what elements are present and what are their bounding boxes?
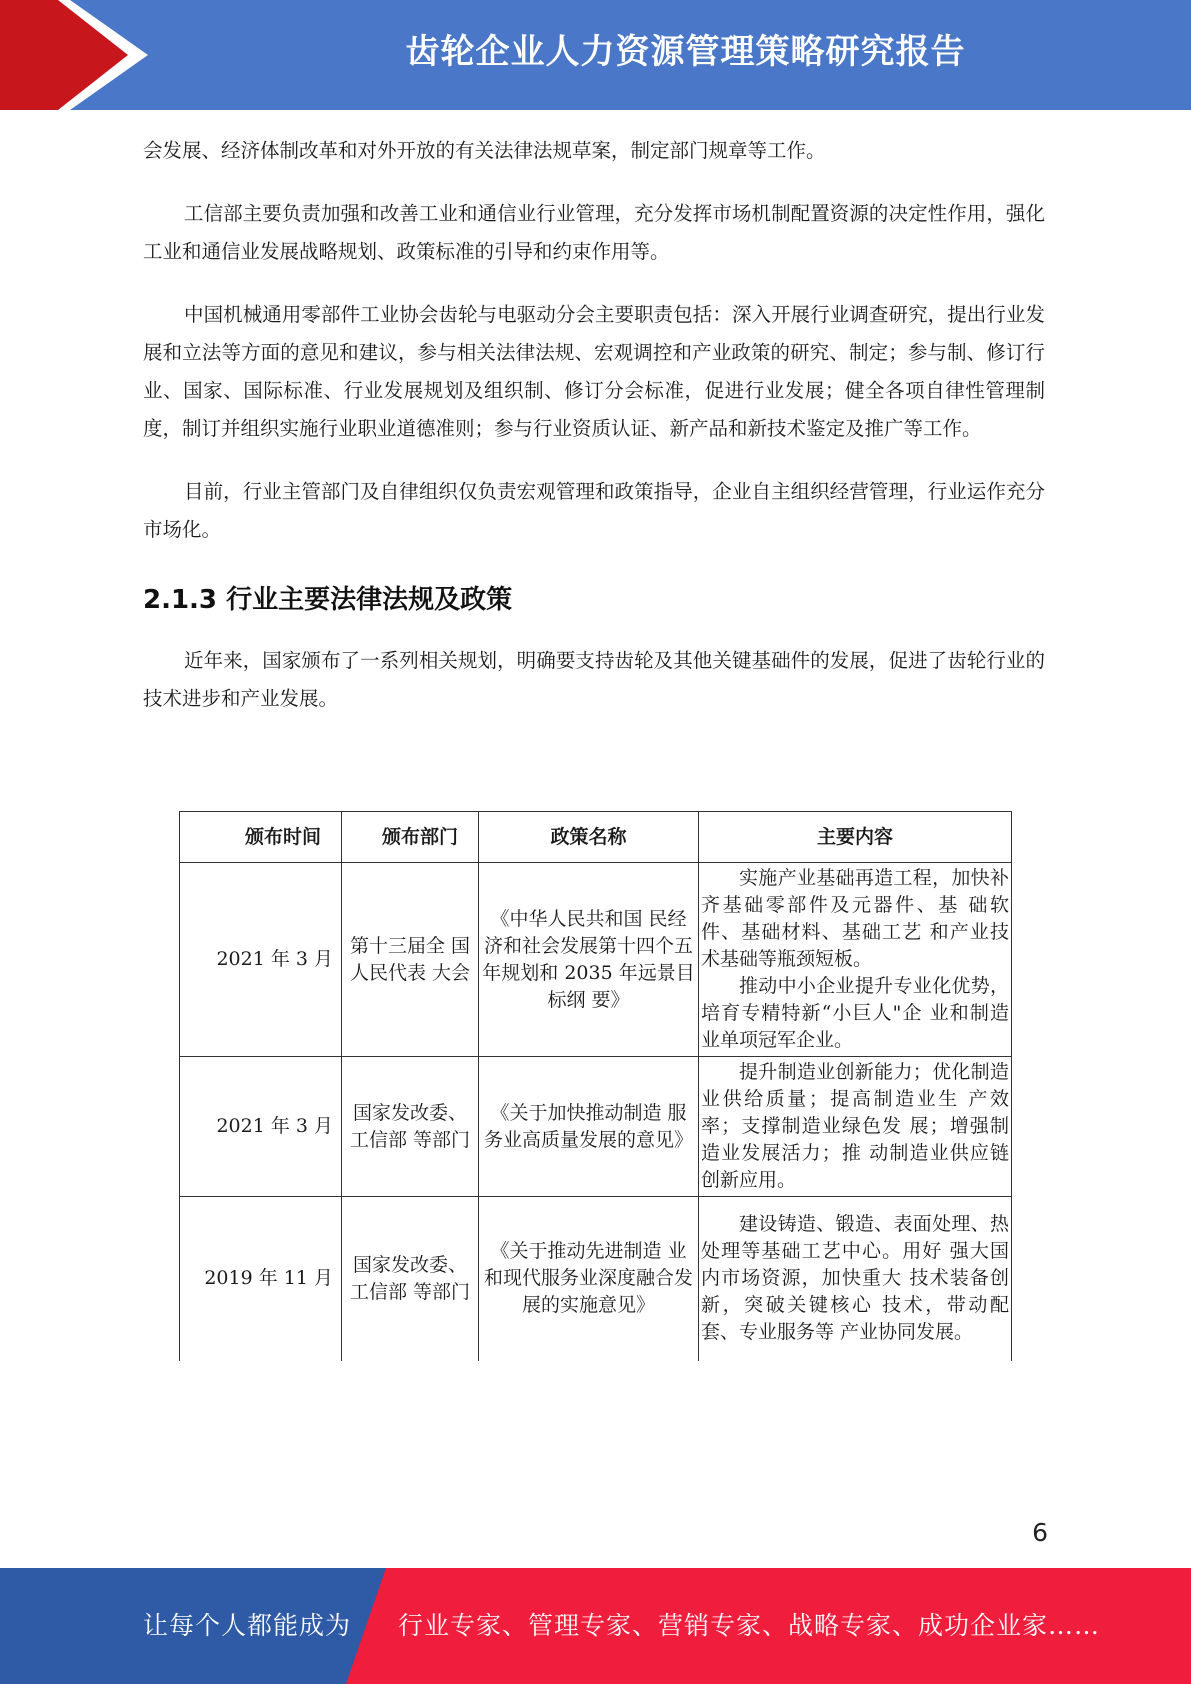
cell-date: 2021 年 3 月: [180, 863, 342, 1057]
header-date: 颁布时间: [180, 812, 342, 863]
header-dept: 颁布部门: [342, 812, 479, 863]
page-number: 6: [1032, 1518, 1048, 1547]
footer-slogan-left: 让每个人都能成为: [143, 1611, 352, 1640]
page-footer: [0, 1568, 1191, 1684]
paragraph-1: 会发展、经济体制改革和对外开放的有关法律法规草案，制定部门规章等工作。: [143, 139, 826, 162]
footer-slogan-right: 行业专家、管理专家、营销专家、战略专家、成功企业家……: [398, 1611, 1101, 1640]
cell-main-content: [699, 863, 1012, 1057]
cell-policy-name: 《中华人民共和国 民经济和社会发展第十四个五年规划和 2035 年远景目标纲 要》: [479, 863, 699, 1057]
table-row: [180, 1057, 1012, 1197]
paragraph-3: 中国机械通用零部件工业协会齿轮与电驱动分会主要职责包括：深入开展行业调查研究，提出行业发展和立法等方面的意见和建议，参与相关法律法规、宏观调控和产业政策的研究、制定；参与制、修订行业、国家、国际标准、行业发展规划及组织制、修订分会标准，促进行业发展；健全各项自律性管理制度，制订并组织实施行业职业道德准则；参与行业资质认证、新产品和新技术鉴定及推广等工作。: [143, 303, 1045, 440]
table-row: [180, 863, 1012, 1057]
content-paragraph: 建设铸造、锻造、表面处理、热处理等基础工艺中心。用好 强大国内市场资源，加快重大 技术装备创新，突破关键核心 技术，带动配套、专业服务等 产业协同发展。: [701, 1213, 1009, 1344]
document-body: [143, 132, 1045, 718]
cell-policy-name: 《关于加快推动制造 服务业高质量发展的意见》: [479, 1057, 699, 1197]
content-paragraph: 推动中小企业提升专业化优势，培育专精特新“小巨人"企 业和制造业单项冠军企业。: [701, 975, 1009, 1051]
table-row: [180, 1197, 1012, 1361]
paragraph-4: 目前，行业主管部门及自律组织仅负责宏观管理和政策指导，企业自主组织经营管理，行业运作充分市场化。: [143, 480, 1045, 541]
table-header-row: [180, 812, 1012, 863]
section-heading: 2.1.3 行业主要法律法规及政策: [143, 585, 513, 615]
cell-dept: 国家发改委、工信部 等部门: [342, 1057, 479, 1197]
paragraph-2: 工信部主要负责加强和改善工业和通信业行业管理，充分发挥市场机制配置资源的决定性作用，强化工业和通信业发展战略规划、政策标准的引导和约束作用等。: [143, 202, 1045, 263]
cell-date: 2019 年 11 月: [180, 1197, 342, 1361]
header-policy-name: 政策名称: [479, 812, 699, 863]
section-intro: 近年来，国家颁布了一系列相关规划，明确要支持齿轮及其他关键基础件的发展，促进了齿轮行业的技术进步和产业发展。: [143, 649, 1045, 710]
cell-date: 2021 年 3 月: [180, 1057, 342, 1197]
cell-main-content: [699, 1057, 1012, 1197]
header-arrow-decoration: [0, 0, 160, 110]
header-main-content: 主要内容: [699, 812, 1012, 863]
report-title: 齿轮企业人力资源管理策略研究报告: [405, 32, 966, 72]
content-paragraph: 实施产业基础再造工程，加快补齐基础零部件及元器件、基 础软件、基础材料、基础工艺 和产业技术基础等瓶颈短板。: [701, 867, 1009, 970]
cell-main-content: [699, 1197, 1012, 1361]
policy-table: [179, 811, 1012, 1361]
cell-policy-name: 《关于推动先进制造 业和现代服务业深度融合发展的实施意见》: [479, 1197, 699, 1361]
cell-dept: 国家发改委、工信部 等部门: [342, 1197, 479, 1361]
cell-dept: 第十三届全 国人民代表 大会: [342, 863, 479, 1057]
content-paragraph: 提升制造业创新能力；优化制造业供给质量；提高制造业生 产效率；支撑制造业绿色发 展；增强制造业发展活力；推 动制造业供应链创新应用。: [701, 1061, 1009, 1191]
page-header: [0, 0, 1191, 110]
